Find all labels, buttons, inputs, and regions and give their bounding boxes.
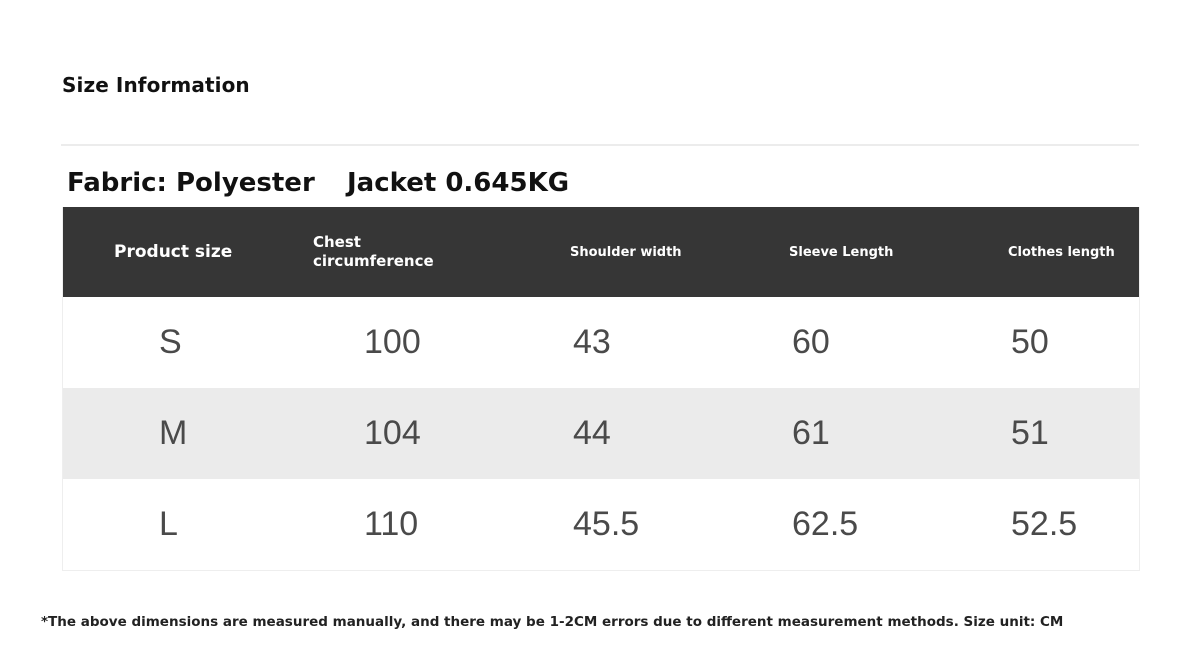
cell-length: 51 [1011, 414, 1049, 452]
table-header-row [63, 207, 1139, 297]
cell-length: 50 [1011, 323, 1049, 361]
weight-spec: Jacket 0.645KG [347, 168, 570, 198]
cell-shoulder: 45.5 [573, 505, 640, 543]
cell-shoulder: 44 [573, 414, 611, 452]
cell-shoulder: 43 [573, 323, 611, 361]
header-product-size: Product size [114, 242, 233, 262]
table-row [63, 388, 1139, 479]
measurement-footnote: *The above dimensions are measured manually, and there may be 1-2CM errors due to different measurement methods. Size unit: CM [41, 614, 1064, 630]
header-chest-circumference [313, 207, 453, 297]
header-chest-line2: circumference [313, 252, 434, 270]
header-sleeve-length: Sleeve Length [789, 244, 894, 260]
page-title: Size Information [62, 73, 250, 97]
cell-sleeve: 62.5 [792, 505, 859, 543]
cell-length: 52.5 [1011, 505, 1078, 543]
cell-chest: 110 [364, 505, 419, 543]
cell-chest: 100 [364, 323, 421, 361]
cell-size: S [159, 323, 182, 361]
cell-size: L [159, 505, 178, 543]
table-row [63, 297, 1139, 388]
header-chest-line1: Chest [313, 233, 361, 251]
header-shoulder-width: Shoulder width [570, 244, 682, 260]
cell-sleeve: 60 [792, 323, 830, 361]
table-row [63, 479, 1139, 570]
cell-sleeve: 61 [792, 414, 830, 452]
cell-size: M [159, 414, 188, 452]
cell-chest: 104 [364, 414, 421, 452]
header-clothes-length: Clothes length [1008, 244, 1115, 260]
fabric-spec: Fabric: Polyester [67, 168, 315, 198]
divider [61, 144, 1139, 146]
size-table [62, 207, 1140, 571]
